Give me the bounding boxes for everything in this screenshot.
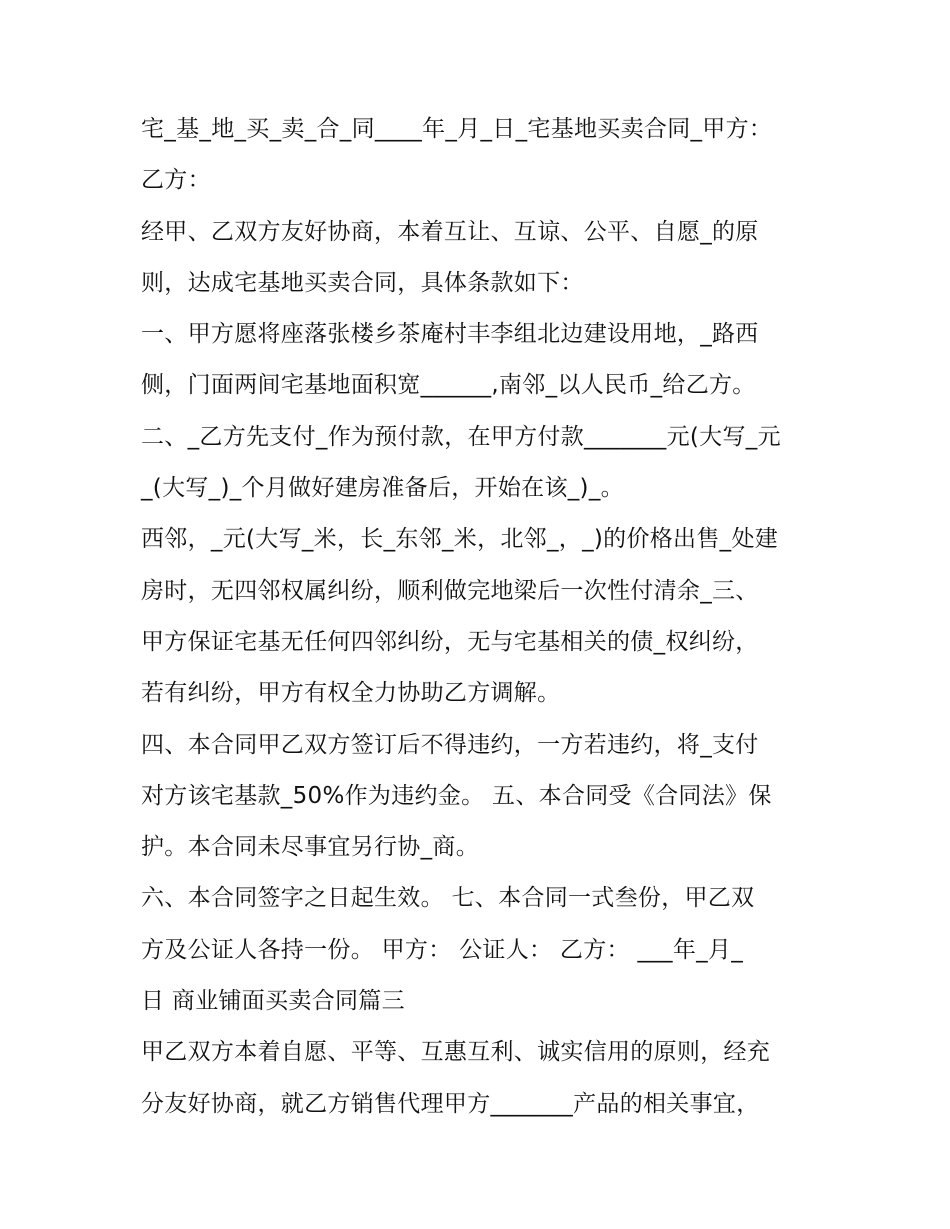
text-line-13: 四、本合同甲乙双方签订后不得违约，一方若违约，将_支付 — [141, 731, 759, 758]
text-line-18: 日 商业铺面买卖合同篇三 — [141, 988, 405, 1015]
text-line-19: 甲乙双方本着自愿、平等、互惠互利、诚实信用的原则，经充 — [141, 1039, 771, 1066]
contract-text — [141, 104, 821, 1130]
text-line-9: 西邻，_元(大写_米，长_东邻_米，北邻_，_)的价格出售_处建 — [141, 526, 779, 553]
text-line-11: 甲方保证宅基无任何四邻纠纷，无与宅基相关的债_权纠纷， — [141, 628, 759, 655]
text-line-16: 六、本合同签字之日起生效。 七、本合同一式叁份，甲乙双 — [141, 885, 755, 912]
text-line-1: 宅_基_地_买_卖_合_同____年_月_日_宅基地买卖合同_甲方： — [141, 116, 773, 142]
text-line-5: 一、甲方愿将座落张楼乡茶庵村丰李组北边建设用地，_路西 — [141, 321, 759, 348]
text-line-4: 则，达成宅基地买卖合同，具体条款如下： — [141, 269, 584, 296]
text-line-6: 侧，门面两间宅基地面积宽______,南邻_以人民币_给乙方。 — [141, 372, 756, 399]
text-line-8: _(大写_)_个月做好建房准备后，开始在该_)_。 — [141, 475, 624, 502]
text-line-10: 房时，无四邻权属纠纷，顺利做完地梁后一次性付清余_三、 — [141, 577, 759, 604]
text-line-14: 对方该宅基款_50%作为违约金。 五、本合同受《合同法》保 — [141, 782, 772, 809]
text-line-12: 若有纠纷，甲方有权全力协助乙方调解。 — [141, 680, 561, 707]
text-line-2: 乙方： — [141, 167, 211, 194]
text-line-7: 二、_乙方先支付_作为预付款，在甲方付款_______元(大写_元 — [141, 423, 781, 450]
text-line-17: 方及公证人各持一份。 甲方： 公证人： 乙方： ___年_月_ — [141, 936, 744, 963]
text-line-15: 护。本合同未尽事宜另行协_商。 — [141, 834, 479, 861]
text-line-3: 经甲、乙双方友好协商，本着互让、互谅、公平、自愿_的原 — [141, 218, 759, 245]
text-line-20: 分友好协商，就乙方销售代理甲方_______产品的相关事宜， — [141, 1090, 760, 1117]
